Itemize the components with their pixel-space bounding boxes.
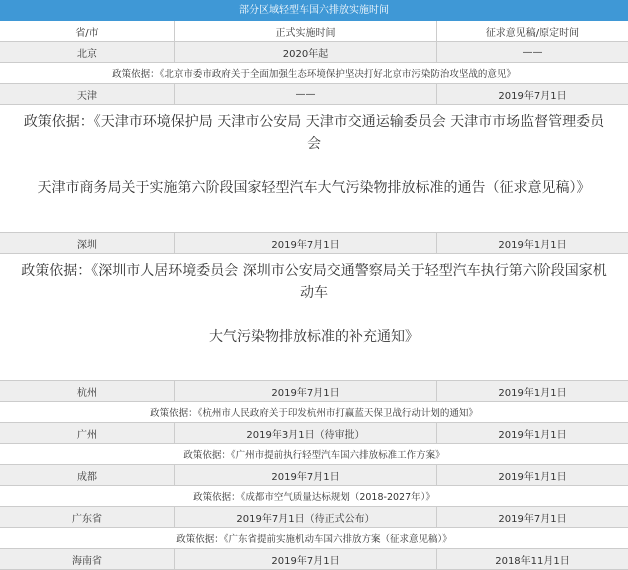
city-cell: 广东省: [0, 507, 175, 527]
policy-line: 政策依据：《天津市环境保护局 天津市公安局 天津市交通运输委员会 天津市市场监督管理委员: [23, 114, 605, 130]
policy-basis: 政策依据：《杭州市人民政府关于印发杭州市打赢蓝天保卫战行动计划的通知》: [0, 402, 628, 423]
table-header-row: [0, 21, 628, 42]
policy-basis: [0, 105, 628, 233]
policy-line: 政策依据：《深圳市人居环境委员会 深圳市公安局交通警察局关于轻型汽车执行第六阶段国家机: [21, 263, 607, 279]
city-cell: 北京: [0, 42, 175, 62]
table-row: [0, 84, 628, 105]
city-cell: 天津: [0, 84, 175, 104]
city-cell: 海南省: [0, 549, 175, 569]
header-draft-date: 征求意见稿/原定时间: [485, 27, 580, 39]
policy-line: 动车: [300, 285, 328, 301]
official-date-cell: ——: [175, 84, 437, 104]
draft-date-cell: 2019年1月1日: [498, 471, 567, 483]
policy-line: 大气污染物排放标准的补充通知》: [209, 329, 419, 345]
city-cell: 成都: [0, 465, 175, 485]
header-official-date: 正式实施时间: [175, 21, 437, 41]
policy-gap: [8, 304, 620, 326]
table-row: [0, 423, 628, 444]
draft-date-cell: 2018年11月1日: [495, 555, 570, 567]
table-title: 部分区域轻型车国六排放实施时间: [0, 0, 628, 21]
official-date-cell: 2019年7月1日（待正式公布）: [175, 507, 437, 527]
policy-basis: [0, 254, 628, 381]
policy-basis: 政策依据：《广州市提前执行轻型汽车国六排放标准工作方案》: [0, 444, 628, 465]
table-row: [0, 42, 628, 63]
city-cell: 深圳: [0, 233, 175, 253]
official-date-cell: 2019年7月1日: [175, 233, 437, 253]
official-date-cell: 2019年7月1日: [175, 549, 437, 569]
draft-date-cell: 2019年1月1日: [498, 387, 567, 399]
draft-date-cell: 2019年7月1日: [498, 513, 567, 525]
city-cell: 广州: [0, 423, 175, 443]
table-row: [0, 465, 628, 486]
draft-date-cell: 2019年1月1日: [498, 239, 567, 251]
table-row: [0, 507, 628, 528]
draft-date-cell: ——: [522, 46, 543, 58]
official-date-cell: 2019年7月1日: [175, 381, 437, 401]
table-row: [0, 549, 628, 570]
table-row: [0, 233, 628, 254]
header-city: 省/市: [0, 21, 175, 41]
table-row: [0, 381, 628, 402]
official-date-cell: 2020年起: [175, 42, 437, 62]
draft-date-cell: 2019年7月1日: [498, 90, 567, 102]
official-date-cell: 2019年7月1日: [175, 465, 437, 485]
policy-basis: 政策依据：《广东省提前实施机动车国六排放方案（征求意见稿）》: [0, 528, 628, 549]
official-date-cell: 2019年3月1日（待审批）: [175, 423, 437, 443]
policy-basis: 政策依据：《成都市空气质量达标规划（2018-2027年）》: [0, 486, 628, 507]
city-cell: 杭州: [0, 381, 175, 401]
policy-basis: 政策依据：《北京市委市政府关于全面加强生态环境保护坚决打好北京市污染防治攻坚战的意见》: [0, 63, 628, 84]
policy-line: 会: [307, 136, 321, 152]
draft-date-cell: 2019年1月1日: [498, 429, 567, 441]
policy-line: 天津市商务局关于实施第六阶段国家轻型汽车大气污染物排放标准的通告（征求意见稿）》: [37, 180, 591, 196]
policy-gap: [8, 155, 620, 177]
